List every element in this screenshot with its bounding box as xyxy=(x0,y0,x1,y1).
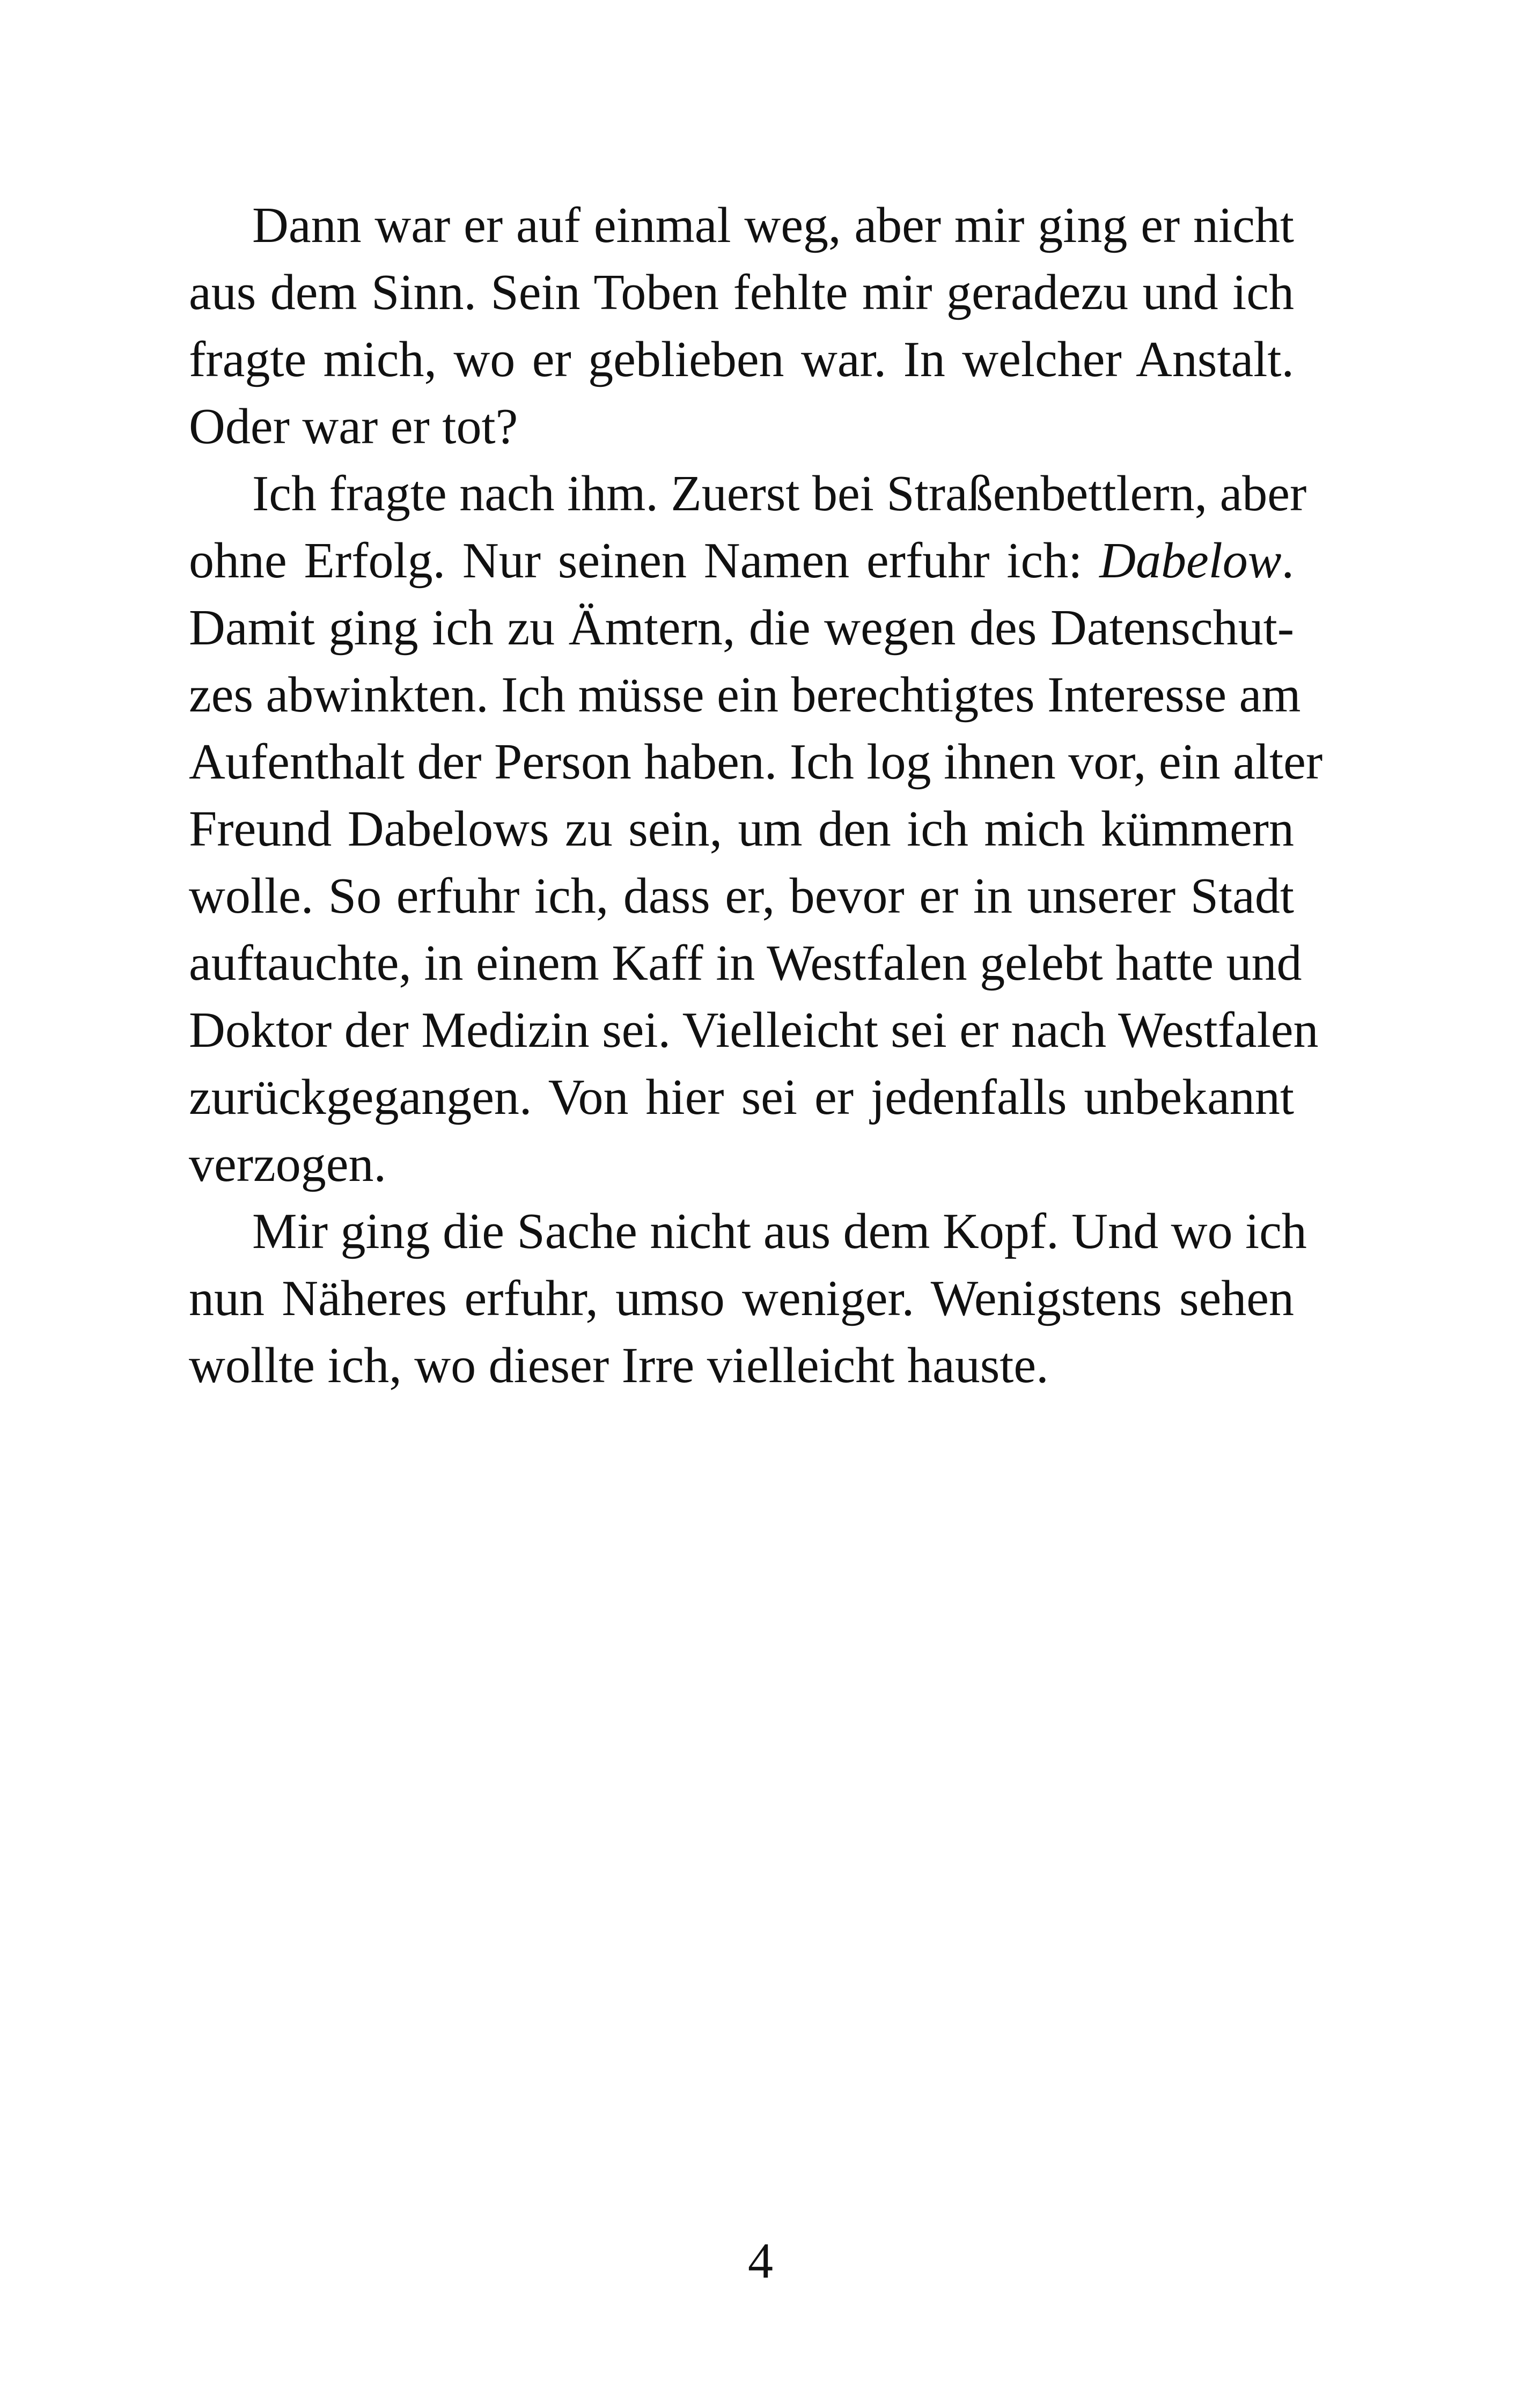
page-number: 4 xyxy=(748,2233,773,2289)
text-line: aus dem Sinn. Sein Toben fehlte mir geradezu und ich xyxy=(189,265,1294,320)
text-line: Dann war er auf einmal weg, aber mir ging er nicht xyxy=(252,197,1294,253)
paragraph-2 xyxy=(189,460,1323,1198)
text-line: auftauchte, in einem Kaff in Westfalen gelebt hatte und xyxy=(189,935,1302,991)
text-line: nun Näheres erfuhr, umso weniger. Wenigstens sehen xyxy=(189,1271,1294,1326)
text-segment: ohne Erfolg. Nur seinen Namen erfuhr ich: xyxy=(189,533,1100,589)
text-line: Freund Dabelows zu sein, um den ich mich kümmern xyxy=(189,801,1294,857)
text-line: Damit ging ich zu Ämtern, die wegen des Datenschut- xyxy=(189,600,1294,656)
text-line: Aufenthalt der Person haben. Ich log ihnen vor, ein alter xyxy=(189,734,1323,790)
text-line: fragte mich, wo er geblieben war. In welcher Anstalt. xyxy=(189,332,1294,387)
text-segment: . xyxy=(1281,533,1294,589)
body-text xyxy=(189,192,1323,1399)
text-line: wolle. So erfuhr ich, dass er, bevor er in unserer Stadt xyxy=(189,868,1294,924)
paragraph-1 xyxy=(189,192,1294,460)
text-line: zes abwinkten. Ich müsse ein berechtigtes Interesse am xyxy=(189,667,1301,723)
text-line: verzogen. xyxy=(189,1136,386,1192)
text-line: Doktor der Medizin sei. Vielleicht sei er nach Westfalen xyxy=(189,1002,1319,1058)
paragraph-3 xyxy=(189,1198,1307,1399)
text-line xyxy=(189,527,1294,594)
text-line: Ich fragte nach ihm. Zuerst bei Straßenbettlern, aber xyxy=(252,466,1307,522)
text-line: Oder war er tot? xyxy=(189,399,518,454)
text-line: Mir ging die Sache nicht aus dem Kopf. Und wo ich xyxy=(252,1203,1307,1259)
text-line: zurückgegangen. Von hier sei er jedenfalls unbekannt xyxy=(189,1069,1294,1125)
name-emphasis: Dabelow xyxy=(1099,533,1282,589)
text-line: wollte ich, wo dieser Irre vielleicht hauste. xyxy=(189,1338,1049,1393)
